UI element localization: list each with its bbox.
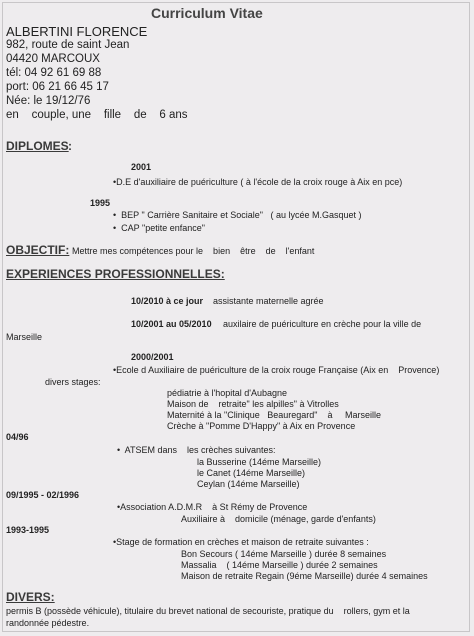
experience-6-date: 1993-1995 [6,525,50,535]
experience-4-creche-2: le Canet (14éme Marseille) [197,468,306,478]
experience-3-stage-1: pédiatrie à l'hopital d'Aubagne [167,388,288,398]
experience-1-text: assistante maternelle agrée [213,296,324,306]
experience-4-creche-3: Ceylan (14éme Marseille) [197,479,300,489]
section-divers-heading: DIVERS: [6,590,55,604]
section-diplomes-heading: DIPLOMES [6,139,69,153]
experience-3-date: 2000/2001 [131,352,174,362]
family-line: en couple, une fille de 6 ans [6,109,188,121]
experience-2-continuation: Marseille [6,332,43,342]
experience-3-stage-4: Crèche à "Pomme D'Happy" à Aix en Provence [167,421,356,431]
experience-5-date: 09/1995 - 02/1996 [6,490,80,500]
experience-3-stage-2: Maison de retraite" les alpilles" à Vitrolles [167,399,339,409]
person-name: ALBERTINI FLORENCE [6,24,148,39]
section-experiences-heading: EXPERIENCES PROFESSIONNELLES: [6,267,225,281]
diplome-1995-item-cap: • CAP "petite enfance" [113,223,205,233]
address-line-1: 982, route de saint Jean [6,39,130,51]
address-line-2: 04420 MARCOUX [6,53,100,65]
section-diplomes-colon: : [68,139,72,153]
experience-5-text: •Association A.D.M.R à St Rémy de Provence [117,502,308,512]
experience-2-date: 10/2001 au 05/2010 [131,319,212,329]
experience-3-stages-label: divers stages: [45,377,101,387]
experience-6-stage-3: Maison de retraite Regain (9éme Marseille) durée 4 semaines [181,571,428,581]
experience-5-role: Auxiliaire à domicile (ménage, garde d'enfants) [181,514,376,524]
experience-4-text: • ATSEM dans les crèches suivantes: [117,445,276,455]
experience-1-date: 10/2010 à ce jour [131,296,204,306]
mobile-line: port: 06 21 66 45 17 [6,81,109,93]
diplome-year-1995: 1995 [90,198,111,208]
experience-4-date: 04/96 [6,432,29,442]
objectif-text: Mettre mes compétences pour le bien être de l'enfant [72,246,315,256]
phone-line: tél: 04 92 61 69 88 [6,67,102,79]
diplome-1995-item-bep: • BEP " Carrière Sanitaire et Sociale" ( au lycée M.Gasquet ) [113,210,362,220]
experience-4-creche-1: la Busserine (14éme Marseille) [197,457,322,467]
divers-line-2: randonnée pédestre. [6,618,90,628]
experience-3-text: •Ecole d Auxiliaire de puériculture de la croix rouge Française (Aix en Provence) [113,365,440,375]
experience-3-stage-3: Maternité à la "Clinique Beauregard" à Marseille [167,410,381,420]
diplome-2001-item: •D.E d'auxiliaire de puériculture ( à l'école de la croix rouge à Aix en pce) [113,177,403,187]
divers-line-1: permis B (possède véhicule), titulaire du brevet national de secouriste, pratique du rollers, gym et la [6,606,410,616]
experience-6-stage-2: Massalia ( 14éme Marseille ) durée 2 semaines [181,560,378,570]
experience-6-stage-1: Bon Secours ( 14éme Marseille ) durée 8 semaines [181,549,387,559]
experience-6-text: •Stage de formation en crèches et maison de retraite suivantes : [113,537,369,547]
section-objectif-heading: OBJECTIF: [6,243,70,257]
document-title: Curriculum Vitae [151,5,263,21]
diplome-year-2001: 2001 [131,162,152,172]
birth-date-line: Née: le 19/12/76 [6,95,91,107]
experience-2-text: auxilaire de puériculture en crèche pour la ville de [223,319,422,329]
